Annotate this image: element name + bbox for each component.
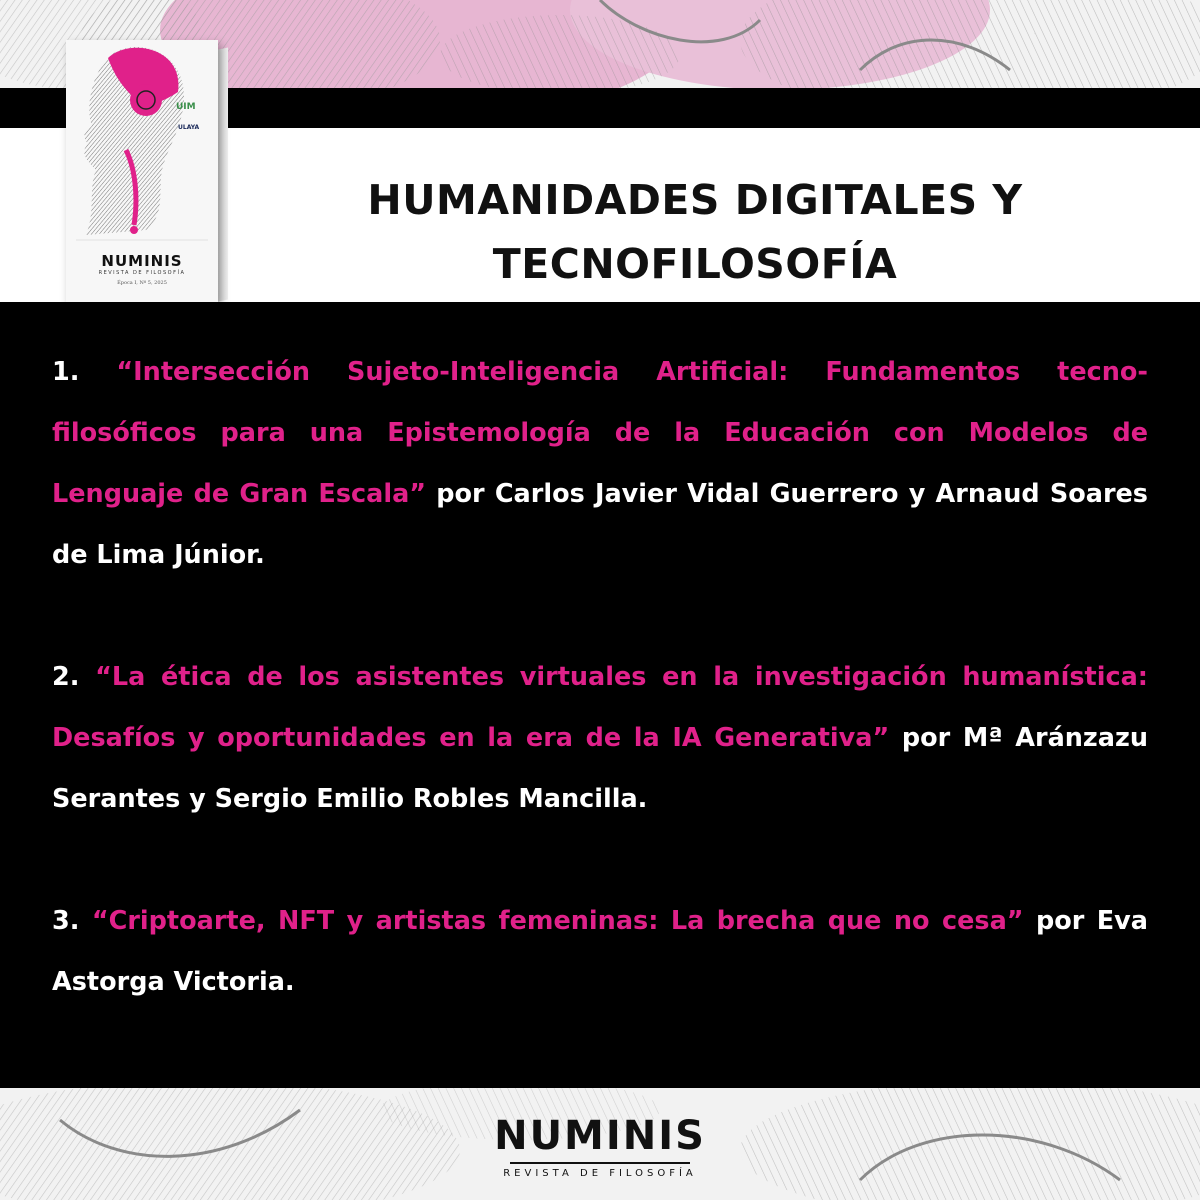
article-title: “Criptoarte, NFT y artistas femeninas: La brecha que no cesa”: [91, 906, 1024, 936]
cover-subtitle: REVISTA DE FILOSOFÍA: [98, 270, 186, 276]
journal-cover: [66, 40, 228, 302]
section-title-line-2: TECNOFILOSOFÍA: [492, 240, 898, 288]
article-item: [52, 342, 1148, 586]
article-title: “La ética de los asistentes virtuales en la investigación humanística: Desafíos y oportunidades en la era de la IA Generativa”: [52, 662, 1148, 753]
article-number: 2.: [52, 662, 80, 692]
journal-cover-front: [66, 40, 218, 302]
article-list: [52, 342, 1148, 1013]
logo-divider: [510, 1162, 690, 1164]
article-item: [52, 891, 1148, 1013]
article-item: [52, 647, 1148, 830]
article-authors: por Eva Astorga Victoria.: [52, 906, 1148, 997]
article-number: 1.: [52, 357, 80, 387]
section-title: [300, 168, 1090, 296]
article-authors: por Mª Aránzazu Serantes y Sergio Emilio Robles Mancilla.: [52, 723, 1148, 814]
article-authors: por Carlos Javier Vidal Guerrero y Arnaud Soares de Lima Júnior.: [52, 479, 1148, 570]
article-number: 3.: [52, 906, 80, 936]
cover-issue: Época I, Nº 5, 2025: [117, 280, 167, 286]
section-title-line-1: HUMANIDADES DIGITALES Y: [367, 176, 1023, 224]
numinis-logo: [0, 1112, 1200, 1179]
logo-name: NUMINIS: [494, 1113, 706, 1159]
logo-subtitle: REVISTA DE FILOSOFÍA: [503, 1168, 697, 1179]
cover-title: NUMINIS: [101, 252, 183, 270]
uim-logo: UIM: [176, 102, 196, 112]
article-title: “Intersección Sujeto-Inteligencia Artificial: Fundamentos tecno-filosóficos para una Epistemología de la Educación con Modelos de Lenguaje de Gran Escala”: [52, 357, 1148, 509]
ulaya-logo: ULAYA: [178, 124, 200, 131]
